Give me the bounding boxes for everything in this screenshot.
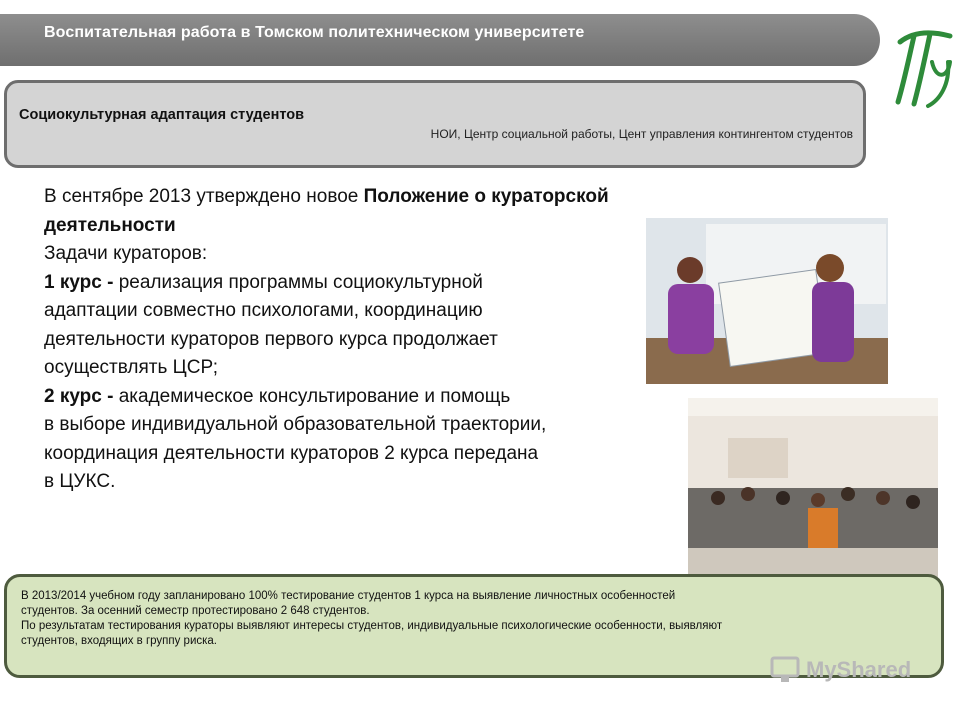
section-title: Социокультурная адаптация студентов <box>19 107 305 123</box>
text-line: 1 курс - реализация программы социокультурной <box>44 271 483 293</box>
info-line: По результатам тестирования кураторы выявляют интересы студентов, индивидуальные психологические особенности, выявляют <box>21 620 723 632</box>
testing-info-text <box>21 589 921 649</box>
myshared-watermark <box>770 656 911 684</box>
text-line: деятельности кураторов первого курса продолжает <box>44 328 498 350</box>
text-line: деятельности <box>44 214 176 236</box>
tpu-logo-icon <box>890 22 956 112</box>
text-line: осуществлять ЦСР; <box>44 357 218 378</box>
title-banner <box>0 14 880 66</box>
section-subtitle: НОИ, Центр социальной работы, Цент управления контингентом студентов <box>430 127 853 141</box>
watermark-text: MyShared <box>806 657 912 682</box>
text-line: 2 курс - академическое консультирование и помощь <box>44 385 511 407</box>
photo-curators-presentation <box>646 218 888 384</box>
text-line: адаптации совместно психологами, координацию <box>44 300 483 321</box>
text-line: В сентябре 2013 утверждено новое Положение о кураторской <box>44 186 609 207</box>
main-text-block <box>44 183 684 497</box>
text-line: координация деятельности кураторов 2 курса передана <box>44 442 539 464</box>
monitor-icon <box>770 656 800 684</box>
photo-student-group-meeting <box>688 398 938 584</box>
info-line: В 2013/2014 учебном году запланировано 100% тестирование студентов 1 курса на выявление личностных особенностей <box>21 590 676 602</box>
info-line: студентов. За осенний семестр протестировано 2 648 студентов. <box>21 605 370 617</box>
text-line: в ЦУКС. <box>44 471 116 492</box>
section-header-box <box>4 80 866 168</box>
text-line: Задачи кураторов: <box>44 243 208 264</box>
info-line: студентов, входящих в группу риска. <box>21 635 218 647</box>
text-line: в выборе индивидуальной образовательной траектории, <box>44 414 547 435</box>
presentation-title: Воспитательная работа в Томском политехническом университете <box>44 24 585 41</box>
